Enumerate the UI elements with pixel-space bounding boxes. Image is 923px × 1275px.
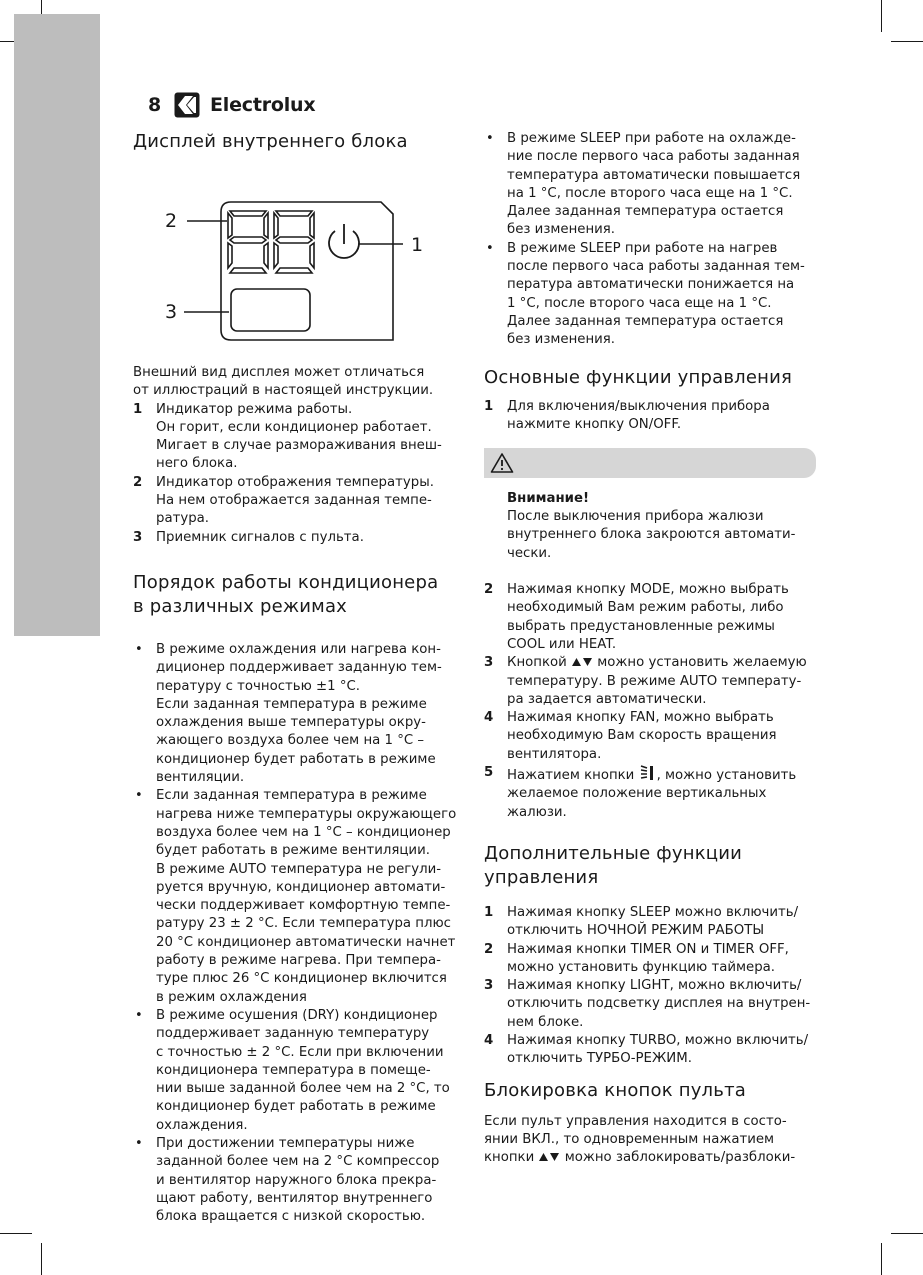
extra-section-title: Дополнительные функции управления	[484, 842, 743, 888]
extra-item: 2 Нажимая кнопки TIMER ON и TIMER OFF, можно установить функцию таймера.	[484, 941, 789, 975]
basic-item: 5 Нажатием кнопки , можно установить желаемое положение вертикальных жалюзи.	[484, 765, 797, 820]
indoor-display-diagram	[133, 178, 463, 358]
mode-bullet: • В режиме охлаждения или нагрева кон- диционер поддерживает заданную тем- пературу с точностью ±1 °C. Если заданная температура в режиме охлаждения выше температуры окру- жающего воздуха более чем на 1 °C – кондиционер будет работать в режиме вентиляции.	[135, 641, 442, 786]
display-item: 3 Приемник сигналов с пульта.	[133, 529, 364, 545]
warning-text: После выключения прибора жалюзи внутреннего блока закроются автомати- чески.	[507, 509, 796, 561]
sleep-bullet: • В режиме SLEEP при работе на охлажде- ние после первого часа работы заданная температура автоматически повышается на 1 °C, после второго часа еще на 1 °C. Далее заданная температура остается без изменения.	[486, 131, 801, 238]
sleep-bullet: • В режиме SLEEP при работе на нагрев после первого часа работы заданная тем- пература автоматически понижается на 1 °C, после второго часа еще на 1 °C. Далее заданная температура остается без изменения.	[486, 240, 805, 348]
basic-item: 4 Нажимая кнопку FAN, можно выбрать необходимую Вам скорость вращения вентилятора.	[484, 710, 777, 762]
lock-text: Если пульт управления находится в состо- янии ВКЛ., то одновременным нажатием кнопки можно заблокировать/разблоки-	[484, 1113, 796, 1166]
mode-bullet: • В режиме осушения (DRY) кондиционер поддерживает заданную температуру с точностью ± 2 °C. Если при включении кондиционера температура в помеще- нии выше заданной более чем на 2 °C, то кондиционер будет работать в режиме охлаждения.	[135, 1007, 450, 1133]
chapter-side-tab	[14, 14, 100, 636]
warning-title: Внимание!	[507, 491, 590, 507]
basic-item: 3 Кнопкой можно установить желаемую температуру. В режиме AUTO температу- ра задается автоматически.	[484, 655, 807, 707]
warning-icon	[490, 452, 514, 474]
modes-section-title: Порядок работы кондиционера в различных режимах	[133, 571, 439, 617]
up-down-arrows-icon	[571, 657, 593, 667]
basic-item: 1 Для включения/выключения прибора нажмите кнопку ON/OFF.	[484, 398, 770, 432]
crop-mark	[891, 1233, 923, 1234]
callout-3: 3	[165, 301, 178, 323]
page-number: 8	[148, 94, 162, 116]
crop-mark	[881, 0, 882, 32]
crop-mark	[0, 1233, 32, 1234]
page-header	[148, 92, 315, 118]
warning-bar	[484, 448, 816, 478]
callout-2: 2	[165, 210, 178, 232]
display-item: 2 Индикатор отображения температуры. На нем отображается заданная темпе- ратура.	[133, 474, 434, 527]
swing-louver-icon	[639, 764, 657, 782]
brand-name: Electrolux	[210, 94, 316, 116]
up-down-arrows-icon	[538, 1152, 560, 1162]
lock-section-title: Блокировка кнопок пульта	[484, 1079, 746, 1101]
right-column	[484, 130, 816, 1167]
display-note: Внешний вид дисплея может отличаться от иллюстраций в настоящей инструкции.	[133, 365, 434, 399]
signal-receiver-window	[231, 289, 310, 331]
callout-1: 1	[411, 234, 424, 256]
mode-bullet: • При достижении температуры ниже заданной более чем на 2 °C компрессор и вентилятор наружного блока прекра- щают работу, вентилятор внутреннего блока вращается с низкой скоростью.	[135, 1135, 440, 1225]
basic-section-title: Основные функции управления	[484, 366, 793, 388]
crop-mark	[41, 1243, 42, 1275]
display-illustration	[133, 178, 463, 358]
crop-mark	[881, 1243, 882, 1275]
crop-mark	[891, 41, 923, 42]
electrolux-logo-icon	[174, 92, 200, 118]
display-item: 1 Индикатор режима работы. Он горит, если кондиционер работает. Мигает в случае размораживания внеш- него блока.	[133, 401, 442, 472]
mode-bullet: • Если заданная температура в режиме нагрева ниже температуры окружающего воздуха более чем на 1 °C – кондиционер будет работать в режиме вентиляции. В режиме AUTO температура не регули- руется вручную, кондиционер автомати- чески поддерживает комфортную темпе- ратуру 23 ± 2 °C. Если температура плюс 20 °C кондиционер автоматически начнет работу в режиме нагрева. При темпера- туре плюс 26 °C кондиционер включится в режим охлаждения	[135, 788, 457, 1005]
seven-segment-digit	[228, 211, 268, 273]
power-icon	[329, 224, 359, 258]
seven-segment-digit	[274, 211, 314, 273]
basic-item: 2 Нажимая кнопку MODE, можно выбрать необходимый Вам режим работы, либо выбрать предустановленные режимы COOL или HEAT.	[484, 582, 789, 652]
extra-item: 1 Нажимая кнопку SLEEP можно включить/ отключить НОЧНОЙ РЕЖИМ РАБОТЫ	[484, 904, 799, 939]
extra-item: 3 Нажимая кнопку LIGHT, можно включить/ отключить подсветку дисплея на внутрен- нем блоке.	[484, 978, 811, 1030]
extra-item: 4 Нажимая кнопку TURBO, можно включить/ отключить ТУРБО-РЕЖИМ.	[484, 1032, 809, 1067]
display-section-title: Дисплей внутреннего блока	[133, 131, 408, 152]
left-column	[133, 130, 463, 1226]
